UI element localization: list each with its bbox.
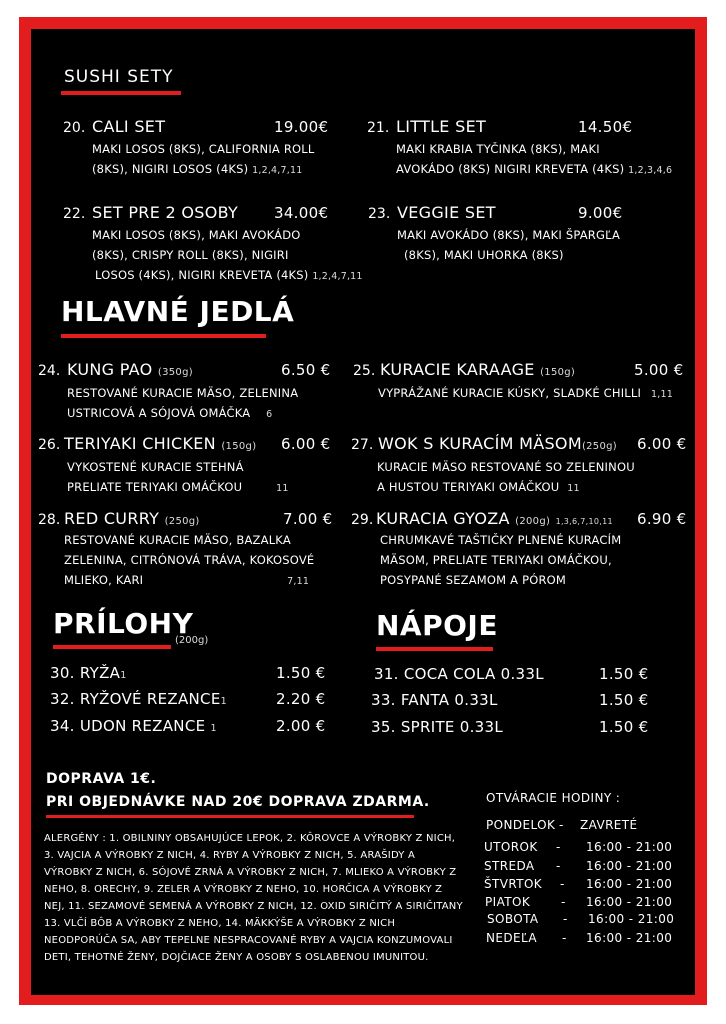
item-name: KUNG PAO (350g) (67, 360, 193, 379)
sides-section-title: PRÍLOHY (53, 607, 194, 640)
item-allergens: 11 (567, 483, 580, 494)
item-price: 7.00 € (283, 510, 333, 528)
item-allergens: 6 (266, 409, 273, 420)
side-item: 32. RYŽOVÉ REZANCE1 (50, 690, 227, 708)
hours-time: 16:00 - 21:00 (586, 859, 673, 873)
mains-underline (61, 334, 266, 338)
item-desc: MAKI KRABIA TYČINKA (8KS), MAKI AVOKÁDO (8KS) NIGIRI KREVETA (4KS) 1,2,3,4,6 (396, 142, 673, 176)
item-allergens: 1,2,4,7,11 (252, 165, 303, 176)
sides-underline (53, 645, 171, 649)
item-price: 6.50 € (281, 361, 331, 379)
item-number: 24. (38, 363, 61, 379)
delivery-free: PRI OBJEDNÁVKE NAD 20€ DOPRAVA ZDARMA. (46, 794, 430, 810)
item-weight: (250g) (581, 441, 617, 452)
item-name: LITTLE SET (396, 117, 487, 136)
hours-day: STREDA (484, 859, 535, 873)
item-allergens: 1,2,3,4,6 (628, 165, 673, 176)
side-item: 30. RYŽA1 (50, 664, 127, 682)
item-number: 22. (63, 206, 86, 222)
hours-dash: - (556, 840, 561, 854)
item-desc: KURACIE MÄSO RESTOVANÉ SO ZELENINOU A HUSTOU TERIYAKI OMÁČKOU 11 (377, 460, 635, 494)
drink-price: 1.50 € (599, 665, 649, 683)
sushi-underline (61, 91, 181, 95)
item-name: WOK S KURACÍM MÄSOM(250g) (378, 434, 617, 453)
item-number: 21. (367, 120, 390, 136)
item-price: 19.00€ (274, 118, 329, 136)
hours-time: 16:00 - 21:00 (586, 931, 673, 945)
item-name: CALI SET (92, 117, 166, 136)
hours-time: ZAVRETÉ (580, 818, 638, 832)
item-desc: MAKI LOSOS (8KS), MAKI AVOKÁDO (8KS), CRISPY ROLL (8KS), NIGIRI LOSOS (4KS), NIGIRI KREVETA (4KS) 1,2,4,7,11 (92, 228, 363, 282)
item-name: KURACIE KARAAGE (150g) (380, 360, 576, 379)
item-number: 27. (351, 437, 374, 453)
side-price: 2.20 € (276, 690, 326, 708)
drink-item: 31. COCA COLA 0.33L (374, 665, 544, 683)
item-desc: CHRUMKAVÉ TAŠTIČKY PLNENÉ KURACÍM MÄSOM, PRELIATE TERIYAKI OMÁČKOU, POSYPANÉ SEZAMOM A PÓROM (380, 533, 622, 587)
hours-dash: - (563, 912, 568, 926)
side-item: 34. UDON REZANCE 1 (50, 717, 217, 735)
mains-section-title: HLAVNÉ JEDLÁ (61, 295, 295, 328)
hours-dash: - (561, 895, 566, 909)
hours-dash: - (562, 931, 567, 945)
item-name: RED CURRY (250g) (64, 509, 200, 528)
hours-dash: - (560, 877, 565, 891)
drink-item: 35. SPRITE 0.33L (371, 718, 504, 736)
item-price: 14.50€ (578, 118, 633, 136)
sushi-section-title: SUSHI SETY (64, 67, 174, 87)
item-weight: (200g) (515, 516, 551, 527)
item-number: 29. (351, 512, 374, 528)
drink-price: 1.50 € (599, 718, 649, 736)
hours-day: PIATOK (485, 895, 531, 909)
delivery-fee: DOPRAVA 1€. (46, 771, 157, 787)
drink-item: 33. FANTA 0.33L (371, 691, 498, 709)
item-allergens: 7,11 (287, 576, 310, 587)
item-price: 6.00 € (281, 435, 331, 453)
item-number: 25. (353, 363, 376, 379)
item-name: TERIYAKI CHICKEN (150g) (64, 434, 257, 453)
side-price: 1.50 € (276, 664, 326, 682)
hours-time: 16:00 - 21:00 (586, 895, 673, 909)
hours-dash: - (556, 859, 561, 873)
hours-dash: - (559, 818, 564, 832)
item-price: 6.90 € (637, 510, 687, 528)
item-price: 34.00€ (274, 204, 329, 222)
item-price: 5.00 € (634, 361, 684, 379)
item-weight: (250g) (164, 516, 200, 527)
hours-day: PONDELOK (486, 818, 556, 832)
side-price: 2.00 € (276, 717, 326, 735)
item-weight: (150g) (221, 441, 257, 452)
hours-title: OTVÁRACIE HODINY : (486, 791, 621, 805)
item-desc: MAKI AVOKÁDO (8KS), MAKI ŠPARGĽA (8KS), MAKI UHORKA (8KS) (397, 228, 621, 262)
item-desc: MAKI LOSOS (8KS), CALIFORNIA ROLL (8KS), NIGIRI LOSOS (4KS) 1,2,4,7,11 (92, 142, 315, 176)
item-allergens: 1,3,6,7,10,11 (555, 517, 613, 526)
item-desc: RESTOVANÉ KURACIE MÄSO, BAZALKA ZELENINA, CITRÓNOVÁ TRÁVA, KOKOSOVÉ MLIEKO, KARI 7,11 (64, 533, 315, 587)
allergens-legend: ALERGÉNY : 1. OBILNINY OBSAHUJÚCE LEPOK, 2. KÔROVCE A VÝROBKY Z NICH, 3. VAJCIA A VÝROBKY Z NICH, 4. RYBY A VÝROBKY Z NICH, 5. ARAŠIDY A VÝROBKY Z NICH, 6. SÓJOVÉ ZRNÁ A VÝROBKY Z NICH, 7. MLIEKO A VÝROBKY Z NEHO, 8. ORECHY, 9. ZELER A VÝROBKY Z NEHO, 10. HORČICA A VÝROBKY Z NEJ, 11. SEZAMOVÉ SEMENÁ A VÝROBKY Z NICH, 12. OXID SIRIČITÝ A SIRIČITANY 13. VLČÍ BÔB A VÝROBKY Z NEHO, 14. MÄKKÝŠE A VÝROBKY Z NICH NEODPORÚČA SA, ABY TEPELNE NESPRACOVANÉ RYBY A VAJCIA KONZUMOVALI DETI, TEHOTNÉ ŽENY, DOJČIACE ŽENY A OSOBY S OSLABENOU IMUNITOU. (44, 833, 463, 963)
item-weight: (350g) (157, 367, 193, 378)
hours-time: 16:00 - 21:00 (586, 840, 673, 854)
item-allergens: 1,2,4,7,11 (312, 271, 363, 282)
delivery-underline (46, 815, 414, 818)
drinks-underline (376, 647, 493, 651)
hours-day: UTOROK (484, 840, 538, 854)
item-name: SET PRE 2 OSOBY (92, 203, 239, 222)
item-number: 26. (38, 437, 61, 453)
item-name: KURACIA GYOZA (200g) 1,3,6,7,10,11 (376, 509, 613, 528)
item-name: VEGGIE SET (397, 203, 496, 222)
item-price: 9.00€ (578, 204, 623, 222)
item-allergens: 11 (276, 483, 289, 494)
item-number: 23. (368, 206, 391, 222)
item-number: 20. (63, 120, 86, 136)
item-desc: VYKOSTENÉ KURACIE STEHNÁ PRELIATE TERIYAKI OMÁČKOU 11 (67, 460, 289, 494)
drinks-section-title: NÁPOJE (376, 609, 498, 642)
item-allergens: 1,11 (650, 389, 673, 400)
menu-panel (31, 29, 695, 995)
drink-price: 1.50 € (599, 691, 649, 709)
hours-day: SOBOTA (487, 912, 539, 926)
item-number: 28. (38, 512, 61, 528)
item-price: 6.00 € (637, 435, 687, 453)
sides-weight: (200g) (175, 635, 209, 646)
hours-day: ŠTVRTOK (484, 877, 543, 891)
item-desc: VYPRÁŽANÉ KURACIE KÚSKY, SLADKÉ CHILLI 1,11 (378, 386, 673, 400)
hours-time: 16:00 - 21:00 (586, 877, 673, 891)
hours-time: 16:00 - 21:00 (588, 912, 675, 926)
item-weight: (150g) (540, 367, 576, 378)
hours-day: NEDEĽA (486, 931, 537, 945)
item-desc: RESTOVANÉ KURACIE MÄSO, ZELENINA USTRICOVÁ A SÓJOVÁ OMÁČKA 6 (67, 386, 299, 420)
